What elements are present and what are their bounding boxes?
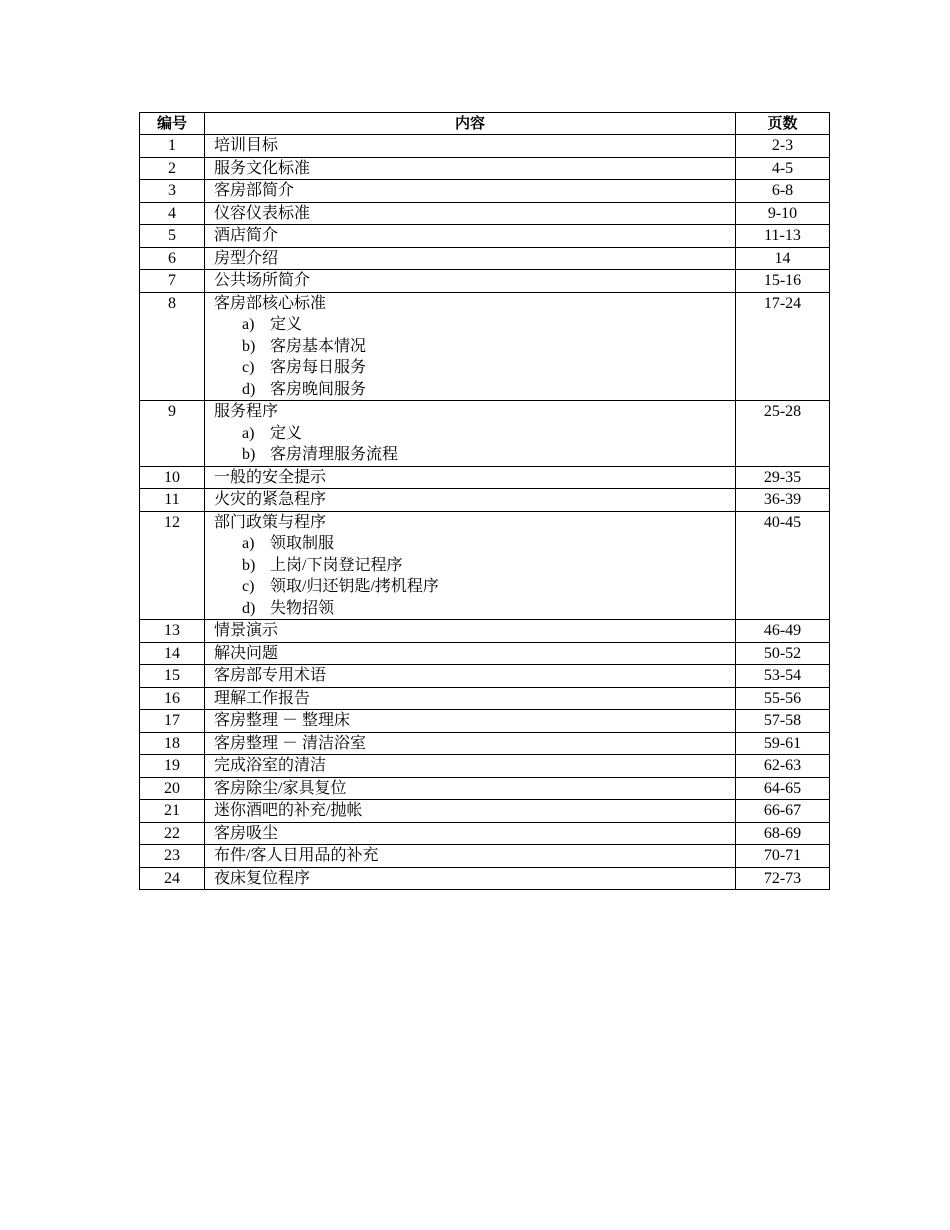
row-title: 房型介绍	[214, 249, 279, 267]
row-number: 17	[140, 710, 205, 733]
sub-item	[214, 357, 735, 379]
row-title: 部门政策与程序	[214, 513, 327, 531]
table-row	[140, 489, 830, 512]
row-title: 迷你酒吧的补充/抛帐	[214, 802, 363, 819]
table-row	[140, 867, 830, 890]
row-pages: 68-69	[736, 822, 830, 845]
row-content	[205, 292, 736, 401]
sub-item-label: a)	[242, 424, 255, 442]
row-content	[205, 755, 736, 778]
row-content	[205, 270, 736, 293]
row-number: 5	[140, 225, 205, 248]
sub-item-text: 定义	[270, 424, 303, 442]
row-pages: 59-61	[736, 732, 830, 755]
row-title: 火灾的紧急程序	[214, 491, 327, 508]
row-pages: 57-58	[736, 710, 830, 733]
row-pages: 14	[736, 247, 830, 270]
row-title: 一般的安全提示	[214, 468, 327, 486]
table-row	[140, 247, 830, 270]
sub-item-text: 领取/归还钥匙/拷机程序	[270, 578, 439, 595]
row-pages: 64-65	[736, 777, 830, 800]
row-content	[205, 822, 736, 845]
row-content	[205, 511, 736, 620]
sub-item	[214, 423, 735, 445]
row-title: 客房除尘/家具复位	[214, 779, 347, 797]
row-pages: 11-13	[736, 225, 830, 248]
header-number: 编号	[140, 113, 205, 135]
sub-item-text: 客房清理服务流程	[270, 446, 399, 463]
sub-item	[214, 336, 735, 358]
table-row	[140, 401, 830, 467]
row-content	[205, 687, 736, 710]
row-pages: 2-3	[736, 135, 830, 158]
table-row	[140, 642, 830, 665]
table-row	[140, 135, 830, 158]
row-content	[205, 845, 736, 868]
row-pages: 15-16	[736, 270, 830, 293]
row-title: 客房吸尘	[214, 824, 279, 842]
row-number: 6	[140, 247, 205, 270]
row-pages: 53-54	[736, 665, 830, 688]
sub-item-label: c)	[242, 578, 255, 595]
row-number: 14	[140, 642, 205, 665]
sub-item-text: 领取制服	[270, 535, 335, 552]
row-title: 仪容仪表标准	[214, 204, 311, 222]
table-row	[140, 822, 830, 845]
sub-item	[214, 379, 735, 401]
row-content	[205, 135, 736, 158]
sub-item-text: 客房晚间服务	[270, 380, 367, 398]
row-pages: 25-28	[736, 401, 830, 467]
row-pages: 6-8	[736, 180, 830, 203]
row-number: 2	[140, 157, 205, 180]
row-number: 12	[140, 511, 205, 620]
row-title: 解决问题	[214, 644, 279, 662]
row-content	[205, 867, 736, 890]
sub-item-text: 客房基本情况	[270, 337, 367, 355]
row-title: 布件/客人日用品的补充	[214, 847, 379, 864]
row-pages: 72-73	[736, 867, 830, 890]
row-title: 客房部简介	[214, 182, 295, 199]
sub-item-text: 客房每日服务	[270, 359, 367, 376]
row-title: 完成浴室的清洁	[214, 757, 327, 774]
row-number: 20	[140, 777, 205, 800]
row-number: 21	[140, 800, 205, 823]
row-pages: 4-5	[736, 157, 830, 180]
row-pages: 55-56	[736, 687, 830, 710]
table-row	[140, 800, 830, 823]
row-number: 8	[140, 292, 205, 401]
sub-item-label: b)	[242, 446, 256, 463]
row-number: 11	[140, 489, 205, 512]
table-row	[140, 755, 830, 778]
sub-item-text: 上岗/下岗登记程序	[270, 556, 403, 574]
row-pages: 36-39	[736, 489, 830, 512]
toc-body	[140, 135, 830, 890]
row-number: 7	[140, 270, 205, 293]
row-content	[205, 202, 736, 225]
row-pages: 9-10	[736, 202, 830, 225]
header-row	[140, 113, 830, 135]
row-number: 15	[140, 665, 205, 688]
row-pages: 29-35	[736, 466, 830, 489]
row-content	[205, 180, 736, 203]
row-content	[205, 665, 736, 688]
table-row	[140, 665, 830, 688]
row-number: 16	[140, 687, 205, 710]
sub-item-text: 失物招领	[270, 599, 335, 617]
table-row	[140, 225, 830, 248]
row-number: 9	[140, 401, 205, 467]
row-number: 1	[140, 135, 205, 158]
row-content	[205, 800, 736, 823]
sub-item-label: d)	[242, 380, 256, 398]
row-pages: 17-24	[736, 292, 830, 401]
row-content	[205, 225, 736, 248]
table-row	[140, 620, 830, 643]
row-number: 3	[140, 180, 205, 203]
table-of-contents	[139, 112, 830, 890]
row-title: 客房整理 － 整理床	[214, 712, 351, 729]
row-pages: 40-45	[736, 511, 830, 620]
row-title: 客房部核心标准	[214, 294, 327, 312]
table-row	[140, 157, 830, 180]
sub-item-label: a)	[242, 316, 255, 333]
row-number: 23	[140, 845, 205, 868]
row-content	[205, 247, 736, 270]
row-pages: 70-71	[736, 845, 830, 868]
row-pages: 50-52	[736, 642, 830, 665]
row-number: 19	[140, 755, 205, 778]
table-row	[140, 511, 830, 620]
row-pages: 66-67	[736, 800, 830, 823]
sub-item	[214, 598, 735, 620]
sub-item-label: b)	[242, 337, 256, 355]
row-title: 培训目标	[214, 137, 279, 154]
row-content	[205, 620, 736, 643]
row-title: 公共场所简介	[214, 272, 311, 289]
table-row	[140, 777, 830, 800]
sub-item	[214, 576, 735, 598]
sub-item	[214, 555, 735, 577]
row-pages: 62-63	[736, 755, 830, 778]
row-content	[205, 777, 736, 800]
row-number: 24	[140, 867, 205, 890]
row-number: 10	[140, 466, 205, 489]
table-row	[140, 845, 830, 868]
table-row	[140, 710, 830, 733]
row-content	[205, 489, 736, 512]
row-content	[205, 401, 736, 467]
row-title: 理解工作报告	[214, 689, 311, 707]
header-pages: 页数	[736, 113, 830, 135]
header-content: 内容	[205, 113, 736, 135]
row-number: 22	[140, 822, 205, 845]
row-number: 4	[140, 202, 205, 225]
row-title: 情景演示	[214, 622, 279, 639]
sub-item-label: c)	[242, 359, 255, 376]
row-title: 服务文化标准	[214, 159, 311, 177]
row-title: 客房整理 － 清洁浴室	[214, 734, 367, 752]
row-title: 酒店简介	[214, 227, 279, 244]
sub-item	[214, 314, 735, 336]
row-content	[205, 710, 736, 733]
table-row	[140, 180, 830, 203]
row-pages: 46-49	[736, 620, 830, 643]
sub-item-text: 定义	[270, 316, 303, 333]
table-row	[140, 732, 830, 755]
row-title: 服务程序	[214, 403, 279, 420]
sub-item-label: d)	[242, 599, 256, 617]
sub-item-label: a)	[242, 535, 255, 552]
row-content	[205, 732, 736, 755]
table-row	[140, 687, 830, 710]
row-number: 18	[140, 732, 205, 755]
row-content	[205, 642, 736, 665]
table-row	[140, 270, 830, 293]
row-content	[205, 157, 736, 180]
row-content	[205, 466, 736, 489]
row-title: 夜床复位程序	[214, 869, 311, 887]
sub-item-label: b)	[242, 556, 256, 574]
sub-item	[214, 444, 735, 466]
row-number: 13	[140, 620, 205, 643]
sub-item	[214, 533, 735, 555]
table-row	[140, 202, 830, 225]
table-row	[140, 292, 830, 401]
row-title: 客房部专用术语	[214, 667, 327, 684]
table-row	[140, 466, 830, 489]
